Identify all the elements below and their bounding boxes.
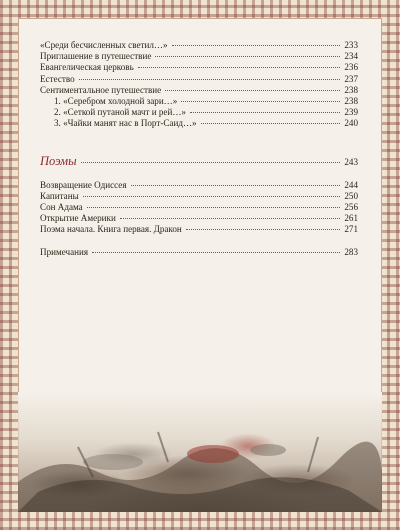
toc-entry-title: Примечания (40, 247, 89, 258)
section-title: Поэмы (40, 153, 77, 168)
toc-entry-page: 237 (344, 73, 358, 84)
table-of-contents (40, 40, 358, 259)
dot-leader (165, 90, 340, 91)
toc-entry-notes[interactable] (40, 247, 358, 258)
dot-leader (92, 252, 340, 253)
toc-entry-title: Поэма начала. Книга первая. Дракон (40, 224, 182, 235)
toc-subentry[interactable] (40, 118, 358, 129)
toc-entry-page: 236 (344, 62, 358, 73)
toc-entry-page: 238 (344, 95, 358, 106)
toc-entry-title: Возвращение Одиссея (40, 179, 127, 190)
toc-subentry[interactable] (40, 96, 358, 107)
toc-entry-title: Сон Адама (40, 201, 83, 212)
toc-entry[interactable] (40, 202, 358, 213)
toc-entry-title: «Среди бесчисленных светил…» (40, 40, 168, 50)
spacer (40, 235, 358, 247)
spacer (40, 170, 358, 180)
illustration-shapes (18, 392, 382, 512)
toc-entry-title: Открытие Америки (40, 213, 116, 224)
dot-leader (186, 229, 341, 230)
dot-leader (138, 67, 341, 68)
toc-entry-title: Приглашение в путешествие (40, 51, 152, 62)
toc-entry-page: 271 (344, 224, 358, 235)
dot-leader (79, 79, 341, 80)
toc-entry-title: Естество (40, 73, 75, 84)
toc-entry-page: 283 (344, 247, 358, 258)
content-panel (18, 18, 382, 512)
dot-leader (190, 112, 340, 113)
toc-entry[interactable] (40, 224, 358, 235)
toc-entry-title: Капитаны (40, 190, 79, 201)
toc-entry[interactable] (40, 180, 358, 191)
toc-entry[interactable] (40, 213, 358, 224)
dot-leader (181, 101, 340, 102)
toc-entry-title: Сентиментальное путешествие (40, 84, 162, 95)
dot-leader (201, 123, 341, 124)
dot-leader (81, 162, 341, 163)
spacer (40, 130, 358, 142)
dot-leader (120, 218, 341, 219)
toc-entry[interactable] (40, 62, 358, 73)
toc-entry-page: 250 (344, 190, 358, 201)
toc-entry-title: 3. «Чайки манят нас в Порт-Саид…» (54, 118, 197, 129)
dot-leader (87, 207, 341, 208)
toc-subentry[interactable] (40, 107, 358, 118)
toc-entry[interactable] (40, 191, 358, 202)
toc-entry-page: 240 (344, 118, 358, 129)
toc-entry-page: 243 (344, 156, 358, 167)
dot-leader (155, 56, 340, 57)
toc-entry-title: 1. «Серебром холодной зари…» (54, 95, 178, 106)
dot-leader (83, 196, 341, 197)
toc-entry-page: 233 (344, 40, 358, 50)
toc-section-poems[interactable] (40, 153, 358, 170)
dot-leader (172, 45, 341, 46)
toc-entry-title: Евангелическая церковь (40, 62, 134, 73)
toc-entry[interactable] (40, 40, 358, 51)
toc-entry-page: 244 (344, 179, 358, 190)
toc-entry[interactable] (40, 74, 358, 85)
toc-entry-page: 238 (344, 84, 358, 95)
toc-entry-page: 239 (344, 107, 358, 118)
toc-entry[interactable] (40, 85, 358, 96)
toc-entry-title: 2. «Сеткой путаной мачт и рей…» (54, 107, 186, 118)
dot-leader (131, 185, 341, 186)
toc-entry-page: 234 (344, 51, 358, 62)
battlefield-illustration (18, 392, 382, 512)
toc-entry[interactable] (40, 51, 358, 62)
toc-entry-page: 261 (344, 213, 358, 224)
toc-entry-page: 256 (344, 201, 358, 212)
